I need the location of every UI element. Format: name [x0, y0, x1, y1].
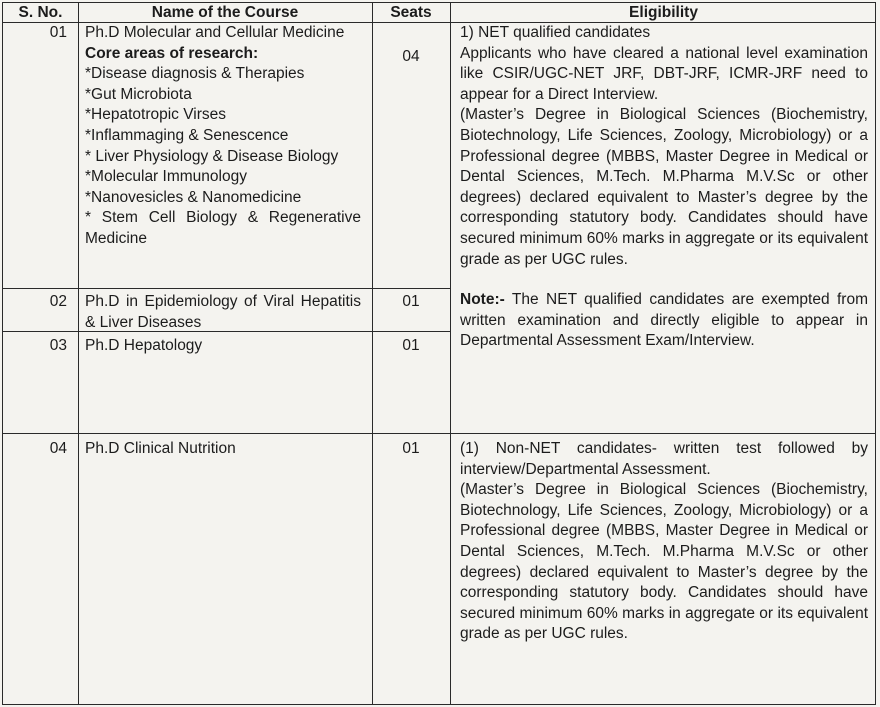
- eligibility-nonnet-cell: [460, 439, 868, 645]
- header-seats: Seats: [390, 4, 432, 21]
- row-04-seats: 01: [402, 440, 420, 457]
- header-eligibility: Eligibility: [629, 4, 698, 21]
- row-02-course-name: Ph.D in Epidemiology of Viral Hepatitis & Liver Diseases: [85, 293, 361, 331]
- course-name: Ph.D Molecular and Cellular Medicine: [85, 24, 345, 41]
- eligibility-net-cell: [460, 23, 868, 352]
- column-divider: [450, 3, 451, 704]
- note-text: The NET qualified candidates are exempted from written examination and directly eligible to appear in Departmental Assessment Exam/Interview.: [460, 291, 868, 350]
- core-area-item: * Stem Cell Biology & Regenerative Medicine: [85, 209, 361, 247]
- row-01-course-cell: [85, 23, 361, 250]
- net-title: 1) NET qualified candidates: [460, 24, 651, 41]
- row-divider: [3, 288, 450, 289]
- header-sno: S. No.: [18, 4, 63, 21]
- net-qualification-text: (Master’s Degree in Biological Sciences (Biochemistry, Biotechnology, Life Sciences, Zoology, Microbiology) or a Professional degree (MBBS, Master Degree in Medical or Dental Sciences, M.Tech. M.Pharma M.V.Sc or other degrees) declared equivalent to Master’s degree by the corresponding statutory body. Candidates should have secured minimum 60% marks in aggregate or its equivalent grade as per UGC rules.: [460, 106, 868, 268]
- core-area-item: *Hepatotropic Virses: [85, 106, 227, 124]
- row-01-sno: 01: [49, 24, 67, 41]
- core-areas-heading: Core areas of research:: [85, 44, 259, 62]
- row-03-course-name: Ph.D Hepatology: [85, 337, 203, 354]
- row-03-seats: 01: [402, 337, 420, 354]
- core-area-item: * Liver Physiology & Disease Biology: [85, 147, 339, 165]
- row-04-sno: 04: [49, 440, 67, 457]
- note-label: Note:-: [460, 291, 505, 309]
- header-course-name: Name of the Course: [151, 4, 299, 21]
- column-divider: [78, 3, 79, 704]
- row-02-sno: 02: [49, 293, 67, 310]
- row-01-seats: 04: [402, 48, 420, 65]
- core-area-item: *Nanovesicles & Nanomedicine: [85, 188, 302, 206]
- row-divider: [3, 433, 875, 434]
- core-area-item: *Disease diagnosis & Therapies: [85, 65, 305, 83]
- nonnet-title: (1) Non-NET candidates- written test followed by interview/Departmental Assessment.: [460, 440, 868, 478]
- core-area-item: *Inflammaging & Senescence: [85, 126, 289, 144]
- row-04-course-name: Ph.D Clinical Nutrition: [85, 440, 236, 457]
- net-note: [460, 290, 868, 352]
- core-area-item: *Gut Microbiota: [85, 85, 192, 103]
- course-eligibility-table: [2, 2, 876, 705]
- row-03-sno: 03: [49, 337, 67, 354]
- row-02-seats: 01: [402, 293, 420, 310]
- net-direct-interview-text: Applicants who have cleared a national level examination like CSIR/UGC-NET JRF, DBT-JRF, ICMR-JRF need to appear for a Direct Interview.: [460, 44, 868, 103]
- core-area-item: *Molecular Immunology: [85, 168, 247, 186]
- nonnet-qualification-text: (Master’s Degree in Biological Sciences (Biochemistry, Biotechnology, Life Sciences, Zoology, Microbiology) or a Professional degree (MBBS, Master Degree in Medical or Dental Sciences, M.Tech. M.Pharma M.V.Sc or other degrees) declared equivalent to Master’s degree by the corresponding statutory body. Candidates should have secured minimum 60% marks in aggregate or its equivalent grade as per UGC rules.: [460, 481, 868, 643]
